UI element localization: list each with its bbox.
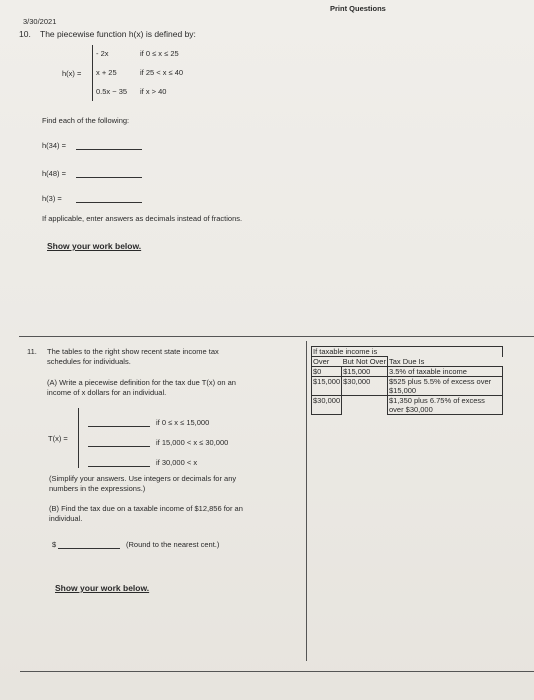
part-a-line2: income of x dollars for an individual. xyxy=(47,388,167,397)
row2-not-over: $30,000 xyxy=(342,377,388,396)
tx-expr-2-field[interactable] xyxy=(88,446,150,447)
part-b-line1: (B) Find the tax due on a taxable income of $12,856 for an xyxy=(49,504,243,513)
h48-answer-field[interactable] xyxy=(76,177,142,178)
bottom-divider xyxy=(20,671,534,672)
q10-prompt: The piecewise function h(x) is defined by: xyxy=(40,29,196,39)
date-label: 3/30/2021 xyxy=(23,17,57,26)
header-tax-due: Tax Due Is xyxy=(388,356,425,366)
tx-expr-1-field[interactable] xyxy=(88,426,150,427)
q11-prompt-line1: The tables to the right show recent state income tax xyxy=(47,347,219,356)
table-row xyxy=(312,377,503,396)
tx-cond-1: if 0 ≤ x ≤ 15,000 xyxy=(156,418,210,427)
hx-label: h(x) = xyxy=(62,69,82,78)
simplify-line2: numbers in the expressions.) xyxy=(49,484,146,493)
q11-number: 11. xyxy=(27,347,37,356)
row3-not-over xyxy=(342,396,388,415)
tx-cond-2: if 15,000 < x ≤ 30,000 xyxy=(156,438,229,447)
round-note: (Round to the nearest cent.) xyxy=(126,540,220,549)
part-a-line1: (A) Write a piecewise definition for the tax due T(x) on an xyxy=(47,378,236,387)
q10-number: 10. xyxy=(19,29,31,39)
simplify-line1: (Simplify your answers. Use integers or decimals for any xyxy=(49,474,237,483)
tx-cond-3: if 30,000 < x xyxy=(156,458,198,467)
row3-tax: $1,350 plus 6.75% of excess over $30,000 xyxy=(387,396,502,415)
table-row xyxy=(312,396,503,415)
find-instruction: Find each of the following: xyxy=(42,116,130,125)
case-2-expr: x + 25 xyxy=(96,68,117,77)
decimal-note: If applicable, enter answers as decimals instead of fractions. xyxy=(42,214,243,223)
print-questions-link[interactable]: Print Questions xyxy=(330,4,386,13)
header-over: Over xyxy=(312,357,342,367)
row1-tax: 3.5% of taxable income xyxy=(387,367,502,377)
section-divider xyxy=(19,336,534,337)
case-3-cond: if x > 40 xyxy=(140,87,167,96)
tx-expr-3-field[interactable] xyxy=(88,466,150,467)
dollar-sign: $ xyxy=(52,540,57,549)
row1-not-over: $15,000 xyxy=(342,367,388,377)
part-b-line2: individual. xyxy=(49,514,83,523)
h3-answer-field[interactable] xyxy=(76,202,142,203)
tx-label: T(x) = xyxy=(48,434,68,443)
row3-over: $30,000 xyxy=(312,396,342,415)
h34-label: h(34) = xyxy=(42,141,66,150)
q11-prompt-line2: schedules for individuals. xyxy=(47,357,131,366)
h34-answer-field[interactable] xyxy=(76,149,142,150)
row1-over: $0 xyxy=(312,367,342,377)
h3-label: h(3) = xyxy=(42,194,62,203)
row2-over: $15,000 xyxy=(312,377,342,396)
row2-tax: $525 plus 5.5% of excess over $15,000 xyxy=(387,377,502,396)
q11-show-work: Show your work below. xyxy=(55,583,150,593)
tax-due-answer-field[interactable] xyxy=(58,548,120,549)
case-2-cond: if 25 < x ≤ 40 xyxy=(140,68,184,77)
case-1-expr: - 2x xyxy=(96,49,109,58)
tax-table-title: If taxable income is xyxy=(312,347,503,357)
tax-schedule-table xyxy=(311,346,503,415)
column-divider xyxy=(306,341,307,661)
case-3-expr: 0.5x − 35 xyxy=(96,87,128,96)
h48-label: h(48) = xyxy=(42,169,66,178)
piecewise-brace xyxy=(92,45,93,101)
tx-brace xyxy=(78,408,79,468)
case-1-cond: if 0 ≤ x ≤ 25 xyxy=(140,49,179,58)
table-row xyxy=(312,367,503,377)
q10-show-work: Show your work below. xyxy=(47,241,142,251)
header-not-over: But Not Over xyxy=(342,357,386,366)
